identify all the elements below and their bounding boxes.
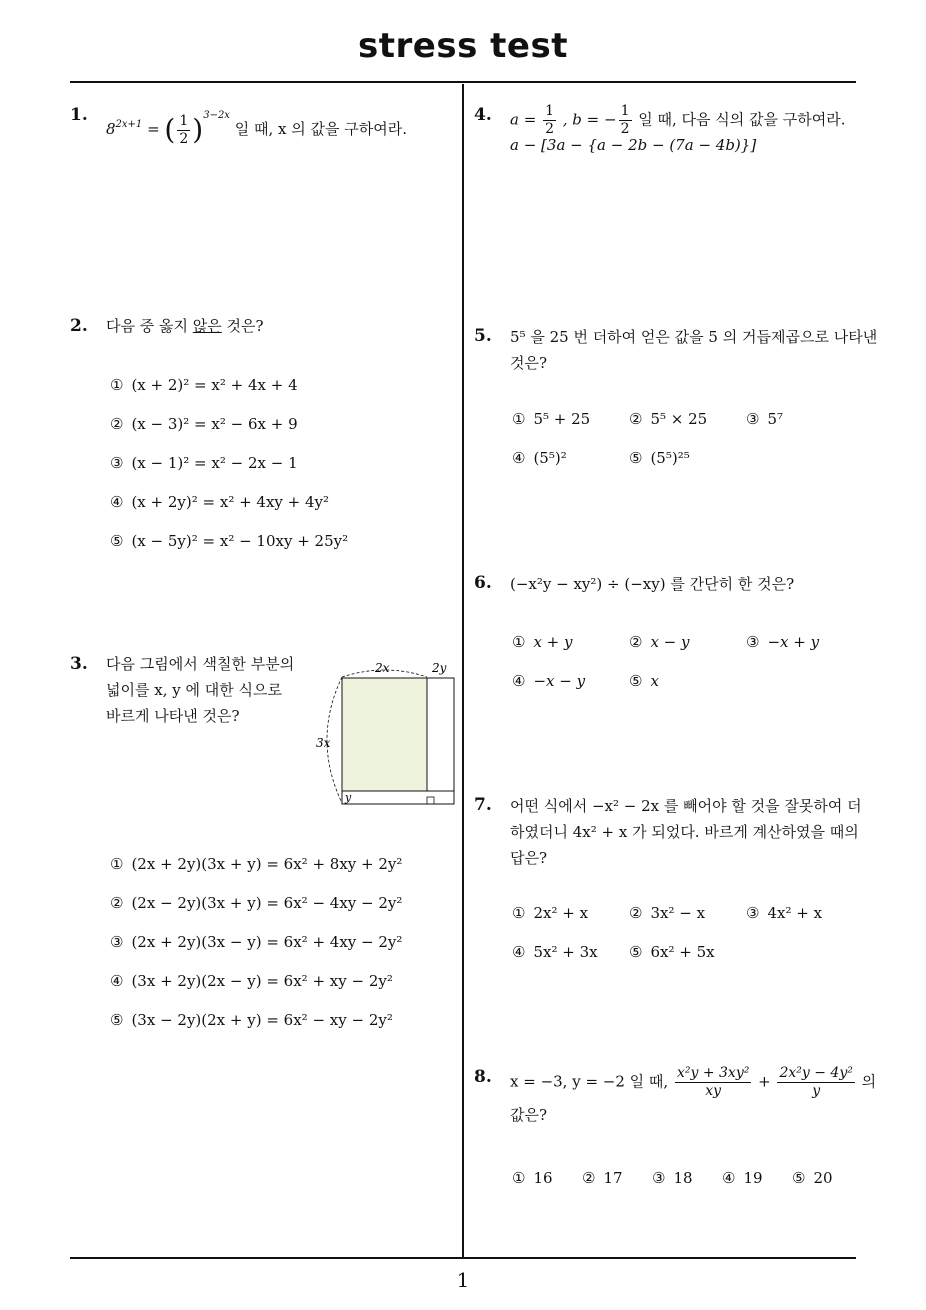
right-strip bbox=[427, 678, 454, 791]
question-line: 넓이를 x, y 에 대한 식으로 bbox=[106, 681, 282, 699]
q5-option-5[interactable]: ⑤ (5⁵)²⁵ bbox=[629, 449, 690, 467]
q8-option-1[interactable]: ① 16 bbox=[512, 1169, 553, 1187]
fraction-2: $\frac{\text{2x²y − 4y²}}{y}$ bbox=[779, 1065, 853, 1099]
question-text bbox=[106, 103, 407, 148]
label-top: 2x bbox=[375, 661, 390, 675]
page-number: 1 bbox=[456, 1268, 470, 1292]
expression: a − [3a − {a − 2b − (7a − 4b)}] bbox=[510, 136, 757, 154]
math-exponent: 3−2x bbox=[203, 110, 230, 121]
question-text: (−x²y − xy²) ÷ (−xy) 를 간단히 한 것은? bbox=[510, 575, 795, 593]
q6-option-3[interactable]: ③ −x + y bbox=[746, 633, 820, 651]
condition: x = −3, y = −2 일 때, bbox=[510, 1072, 673, 1091]
question-line: 바르게 나타낸 것은? bbox=[106, 707, 240, 725]
q2-option-5[interactable]: ⑤ (x − 5y)² = x² − 10xy + 25y² bbox=[110, 532, 349, 550]
q8-option-3[interactable]: ③ 18 bbox=[652, 1169, 693, 1187]
q3-option-3[interactable]: ③ (2x + 2y)(3x − y) = 6x² + 4xy − 2y² bbox=[110, 933, 403, 951]
math-b: , b = − bbox=[557, 110, 617, 129]
fraction-b: $\frac{1}{2}$ bbox=[620, 103, 630, 137]
question-text bbox=[510, 103, 846, 158]
question-number: 4. bbox=[474, 105, 492, 125]
question-number: 3. bbox=[70, 654, 88, 674]
question-number: 5. bbox=[474, 326, 492, 346]
q3-option-2[interactable]: ② (2x − 2y)(3x + y) = 6x² − 4xy − 2y² bbox=[110, 894, 403, 912]
q7-option-3[interactable]: ③ 4x² + x bbox=[746, 904, 823, 922]
q2-option-2[interactable]: ② (x − 3)² = x² − 6x + 9 bbox=[110, 415, 298, 433]
q3-option-5[interactable]: ⑤ (3x − 2y)(2x + y) = 6x² − xy − 2y² bbox=[110, 1011, 393, 1029]
question-line: 어떤 식에서 −x² − 2x 를 빼어야 할 것을 잘못하여 더 bbox=[510, 797, 862, 815]
label-left: 3x bbox=[316, 736, 331, 750]
page-title: stress test bbox=[358, 26, 568, 66]
shaded-region bbox=[342, 678, 427, 791]
fraction-half: $\frac{1}{2}$ bbox=[179, 112, 189, 147]
question-number: 1. bbox=[70, 105, 88, 125]
q8-option-2[interactable]: ② 17 bbox=[582, 1169, 623, 1187]
question-text bbox=[106, 313, 264, 339]
question-line: 값은? bbox=[510, 1106, 548, 1124]
q8-option-4[interactable]: ④ 19 bbox=[722, 1169, 763, 1187]
q5-option-3[interactable]: ③ 5⁷ bbox=[746, 410, 784, 428]
area-figure bbox=[300, 655, 465, 810]
q3-option-1[interactable]: ① (2x + 2y)(3x + y) = 6x² + 8xy + 2y² bbox=[110, 855, 403, 873]
question-text-part: 것은? bbox=[221, 317, 264, 335]
q5-option-4[interactable]: ④ (5⁵)² bbox=[512, 449, 567, 467]
question-text bbox=[510, 793, 862, 871]
q3-option-4[interactable]: ④ (3x + 2y)(2x − y) = 6x² + xy − 2y² bbox=[110, 972, 393, 990]
question-text bbox=[106, 651, 294, 729]
math-a: a = bbox=[510, 110, 542, 129]
label-right: 2y bbox=[432, 661, 447, 675]
math-plus: + bbox=[753, 1072, 776, 1091]
q6-option-1[interactable]: ① x + y bbox=[512, 633, 573, 651]
q7-option-2[interactable]: ② 3x² − x bbox=[629, 904, 706, 922]
question-number: 6. bbox=[474, 573, 492, 593]
question-tail: 일 때, x 의 값을 구하여라. bbox=[229, 120, 407, 138]
fraction-a: $\frac{1}{2}$ bbox=[545, 103, 554, 137]
right-angle-mark bbox=[427, 797, 434, 804]
math-base: 8 bbox=[106, 120, 116, 138]
question-number: 2. bbox=[70, 316, 88, 336]
question-line: 것은? bbox=[510, 354, 548, 372]
fraction-1: $\frac{\text{x²y + 3xy²}}{xy}$ bbox=[676, 1065, 750, 1099]
paren-right: ) bbox=[192, 113, 204, 146]
q5-option-2[interactable]: ② 5⁵ × 25 bbox=[629, 410, 708, 428]
question-number: 8. bbox=[474, 1067, 492, 1087]
question-text bbox=[510, 1065, 876, 1128]
q6-option-4[interactable]: ④ −x − y bbox=[512, 672, 586, 690]
math-equals: = bbox=[142, 120, 165, 138]
question-tail: 의 bbox=[856, 1072, 877, 1091]
bottom-strip bbox=[342, 791, 454, 804]
question-text bbox=[510, 324, 877, 376]
paren-left: ( bbox=[164, 113, 176, 146]
math-exponent: 2x+1 bbox=[115, 119, 143, 130]
question-text-part: 다음 중 옳지 bbox=[106, 317, 193, 335]
question-line: 5⁵ 을 25 번 더하여 얻은 값을 5 의 거듭제곱으로 나타낸 bbox=[510, 328, 878, 346]
question-number: 7. bbox=[474, 795, 492, 815]
label-bottom: y bbox=[345, 791, 352, 804]
footer-rule bbox=[70, 1257, 856, 1259]
q5-option-1[interactable]: ① 5⁵ + 25 bbox=[512, 410, 591, 428]
question-line: 하였더니 4x² + x 가 되었다. 바르게 계산하였을 때의 bbox=[510, 823, 859, 841]
q2-option-4[interactable]: ④ (x + 2y)² = x² + 4xy + 4y² bbox=[110, 493, 330, 511]
header-rule bbox=[70, 81, 856, 83]
question-line: 다음 그림에서 색칠한 부분의 bbox=[106, 655, 295, 673]
q6-option-5[interactable]: ⑤ x bbox=[629, 672, 659, 690]
q7-option-1[interactable]: ① 2x² + x bbox=[512, 904, 589, 922]
q2-option-3[interactable]: ③ (x − 1)² = x² − 2x − 1 bbox=[110, 454, 298, 472]
q8-option-5[interactable]: ⑤ 20 bbox=[792, 1169, 833, 1187]
q2-option-1[interactable]: ① (x + 2)² = x² + 4x + 4 bbox=[110, 376, 298, 394]
q7-option-4[interactable]: ④ 5x² + 3x bbox=[512, 943, 598, 961]
question-line: 답은? bbox=[510, 849, 548, 867]
q7-option-5[interactable]: ⑤ 6x² + 5x bbox=[629, 943, 715, 961]
q6-option-2[interactable]: ② x − y bbox=[629, 633, 690, 651]
question-tail: 일 때, 다음 식의 값을 구하여라. bbox=[633, 110, 846, 129]
underlined-word: 않은 bbox=[192, 317, 222, 335]
